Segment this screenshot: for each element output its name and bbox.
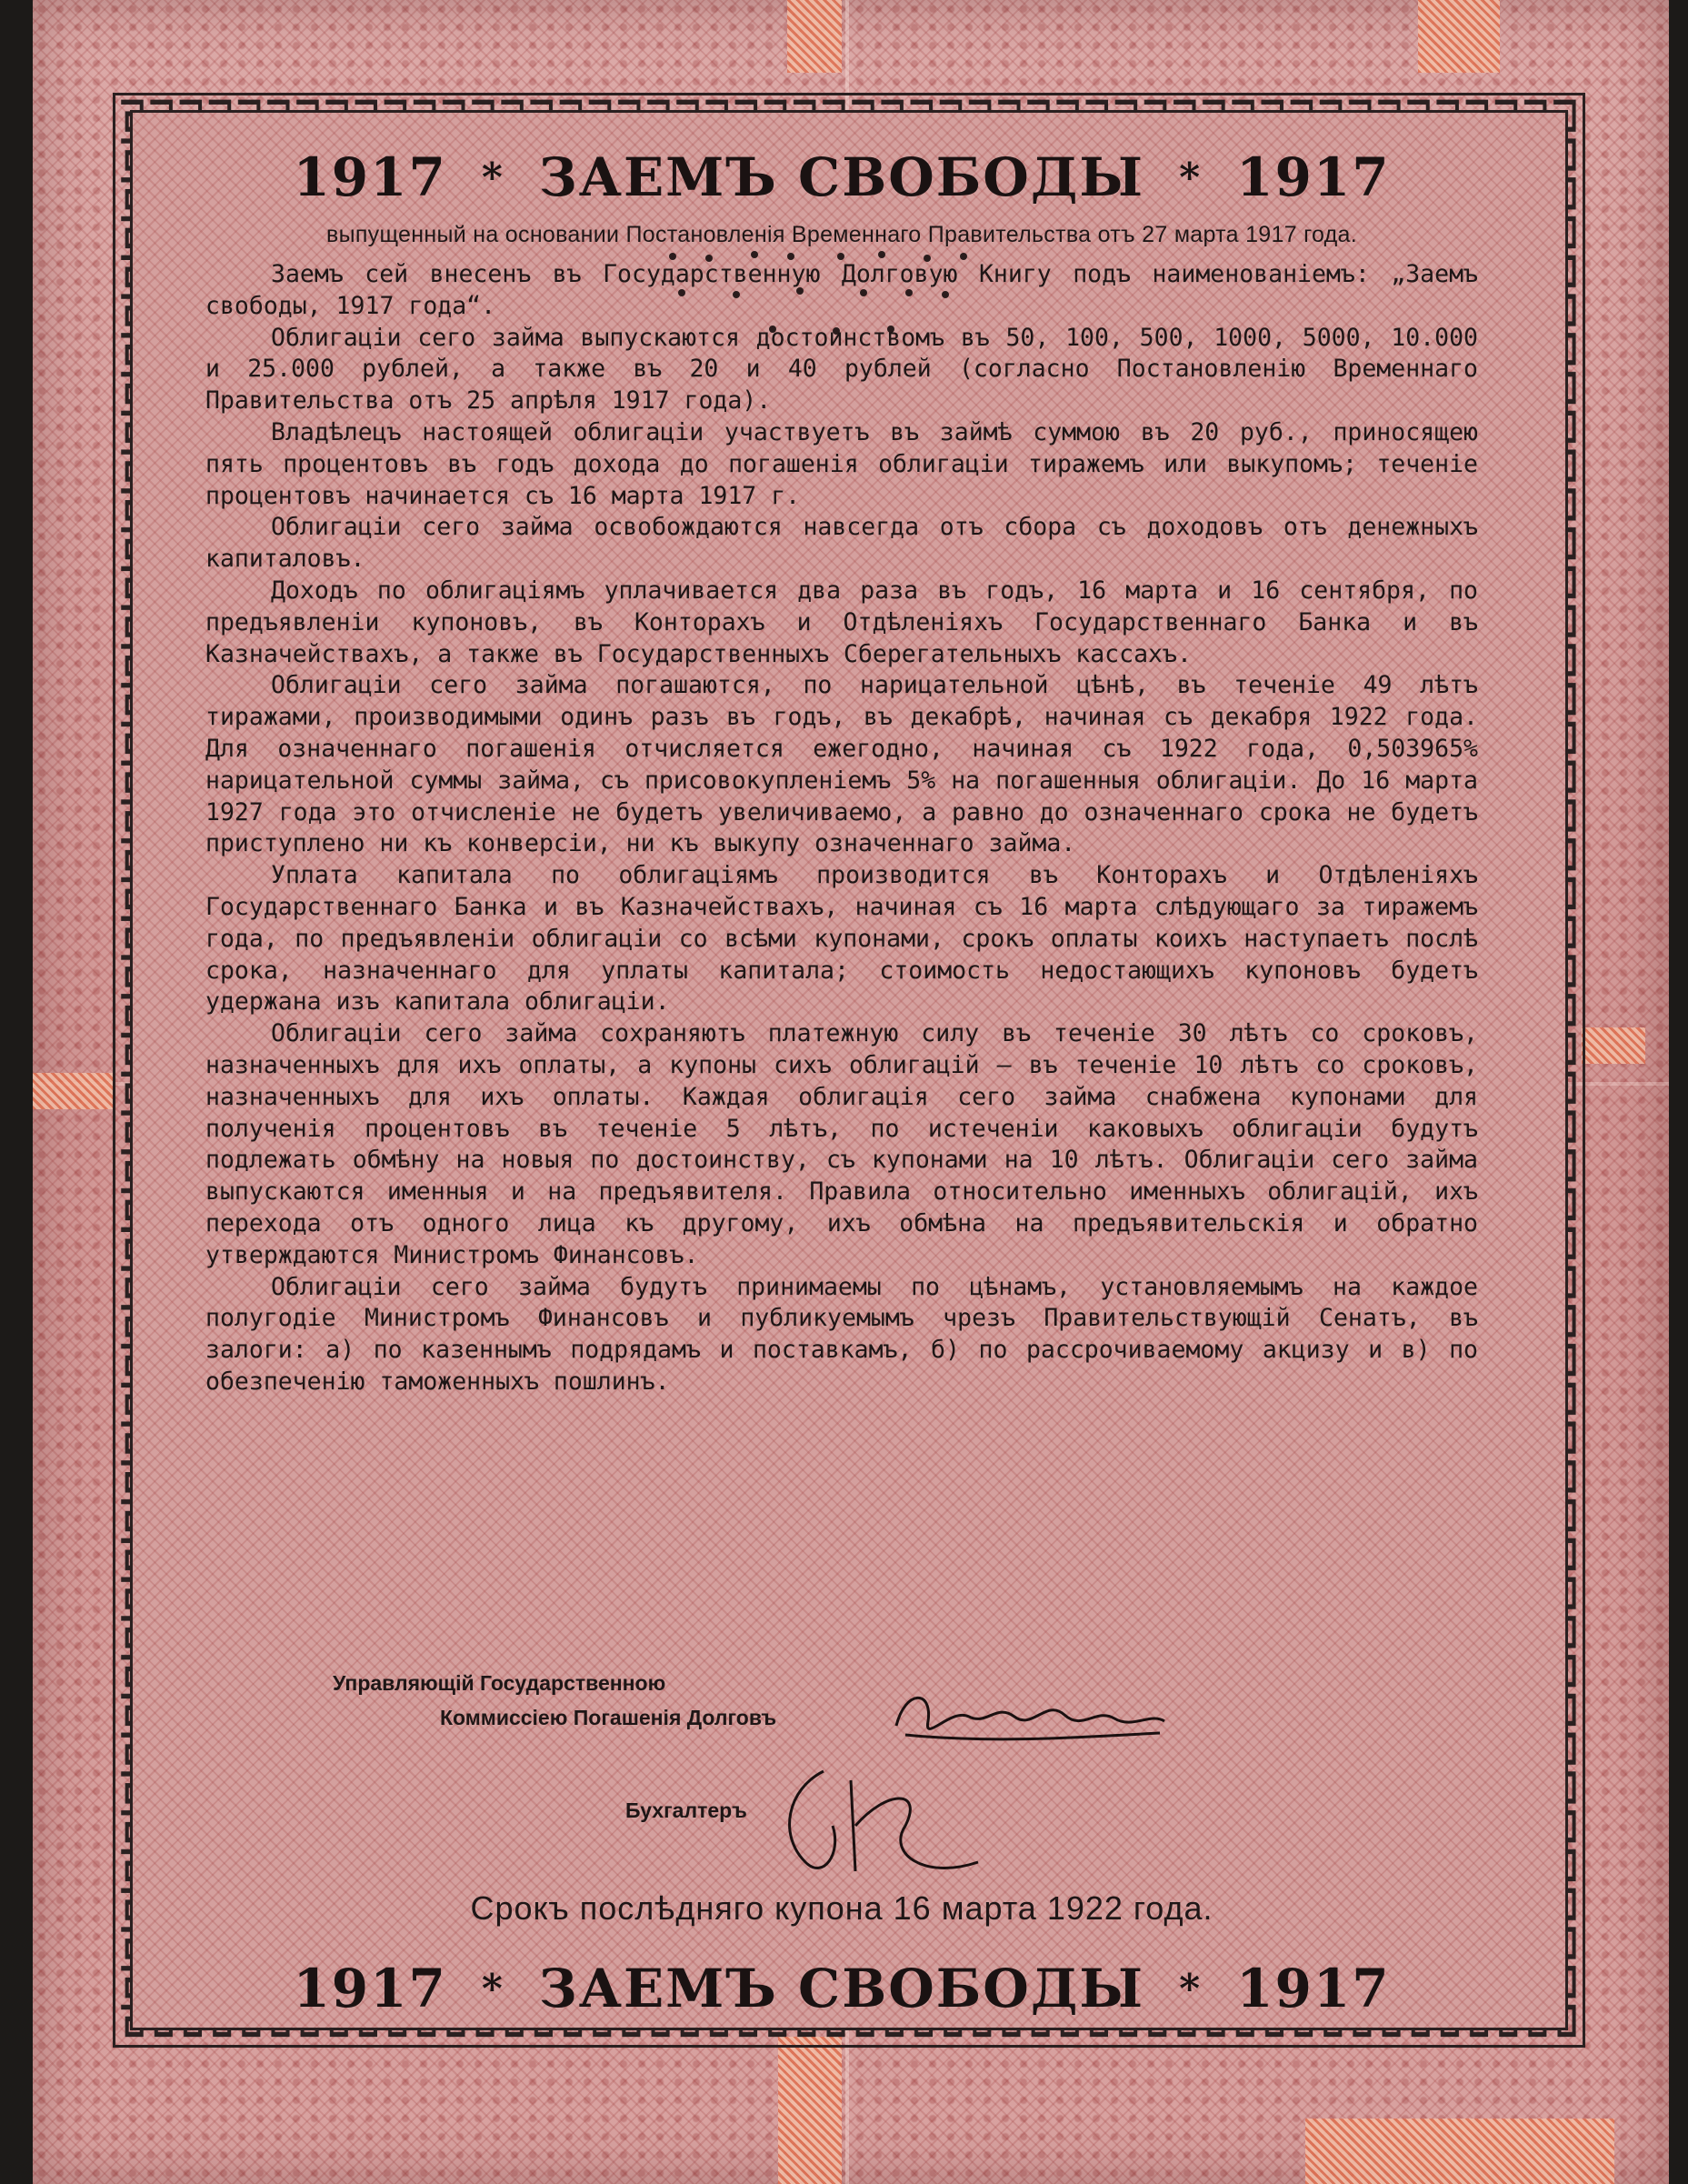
manager-signature (887, 1680, 1169, 1753)
title-year-left: 1917 (293, 146, 447, 208)
paragraph: Заемъ сей внесенъ въ Государственную Долговую Книгу подъ наименованіемъ: „Заемъ свободы, 1917 года“. (205, 260, 1478, 320)
star-icon: * (1179, 1965, 1203, 2012)
manager-title-line2: Коммиссіею Погашенія Долговъ (440, 1706, 777, 1729)
paragraph: Облигаціи сего займа погашаются, по нарицательной цѣнѣ, въ теченіе 49 лѣтъ тиражами, производимыми одинъ разъ въ годъ, въ декабрѣ, начиная съ декабря 1922 года. Для означеннаго погашенія отчисляется ежегодно, начиная съ 1922 года, 0,503965% нарицательной суммы займа, съ присовокупленіемъ 5% на погашенныя облигаціи. До 16 марта 1927 года это отчисленіе не будетъ увеличиваемо, а равно до означеннаго срока не будетъ приступлено ни къ конверсіи, ни къ выкупу означеннаго займа. (205, 671, 1478, 858)
top-stamp-center (787, 0, 842, 73)
paragraph: Владѣлецъ настоящей облигаціи участвуетъ въ займѣ суммою въ 20 руб., приносящею пять процентовъ въ годъ дохода до погашенія облигаціи тиражемъ или выкупомъ; теченіе процентовъ начинается съ 16 марта 1917 г. (205, 417, 1478, 510)
corner-stamp-top (1418, 0, 1500, 73)
star-icon: * (1179, 154, 1203, 201)
title-name: ЗАЕМЪ СВОБОДЫ (538, 1958, 1145, 2019)
paragraph: Облигаціи сего займа освобождаются навсегда отъ сбора съ доходовъ отъ денежныхъ капиталовъ. (205, 513, 1478, 574)
accountant-title: Бухгалтеръ (625, 1798, 747, 1822)
accountant-signature (769, 1753, 987, 1889)
title-year-right: 1917 (1236, 1958, 1391, 2019)
star-icon: * (481, 1965, 504, 2012)
bond-text (205, 136, 1478, 2019)
star-icon: * (481, 154, 504, 201)
bond-title-bottom (205, 1948, 1478, 2029)
side-stamp-right (1582, 1027, 1645, 1064)
paragraph: Доходъ по облигаціямъ уплачивается два раза въ годъ, 16 марта и 16 сентября, по предъявленіи купоновъ, въ Конторахъ и Отдѣленіяхъ Государственнаго Банка и въ Казначействахъ, а также въ Государственныхъ Сберегательныхъ кассахъ. (205, 576, 1478, 668)
issue-basis: выпущенный на основании Постановленія Временнаго Правительства отъ 27 марта 1917 года. (325, 222, 1358, 247)
paragraph: Облигаціи сего займа выпускаются достоинствомъ въ 50, 100, 500, 1000, 5000, 10.000 и 25.000 рублей, а также въ 20 и 40 рублей (согласно Постановленію Временнаго Правительства отъ 25 апрѣля 1917 года). (205, 323, 1478, 416)
side-stamp-left (33, 1073, 115, 1109)
title-name: ЗАЕМЪ СВОБОДЫ (538, 146, 1145, 208)
manager-title-line1: Управляющій Государственною (333, 1671, 666, 1695)
paragraph: Уплата капитала по облигаціямъ производится въ Конторахъ и Отдѣленіяхъ Государственнаго Банка и въ Казначействахъ, начиная съ 16 марта слѣдующаго за тиражемъ года, по предъявленіи облигаціи со всѣми купонами, срокъ оплаты коихъ наступаетъ послѣ срока, назначеннаго для уплаты капитала; стоимость недостающихъ купоновъ будетъ удержана изъ капитала облигаціи. (205, 861, 1478, 1017)
paragraph: Облигаціи сего займа сохраняютъ платежную силу въ теченіе 30 лѣтъ со сроковъ, назначенныхъ для ихъ оплаты, а купоны сихъ облигацій — въ теченіе 10 лѣтъ со сроковъ, назначенныхъ для ихъ оплаты. Каждая облигація сего займа снабжена купонами для полученія процентовъ въ теченіе 5 лѣтъ, по истеченіи каковыхъ облигаціи будутъ подлежать обмѣну на новыя по достоинству, съ купонами на 10 лѣтъ. Облигаціи сего займа выпускаются именныя и на предъявителя. Правила относительно именныхъ облигацій, ихъ перехода отъ одного лица къ другому, ихъ обмѣна на предъявительскія и обратно утверждаются Министромъ Финансовъ. (205, 1019, 1478, 1269)
paragraph: Облигаціи сего займа будутъ принимаемы по цѣнамъ, установляемымъ на каждое полугодіе Министромъ Финансовъ и публикуемымъ чрезъ Правительствующій Сенатъ, въ залоги: а) по казеннымъ подрядамъ и поставкамъ, б) по рассрочиваемому акцизу и в) по обезпеченію таможенныхъ пошлинъ. (205, 1272, 1478, 1396)
bond-title (205, 136, 1478, 218)
bottom-stamp-right (1305, 2119, 1614, 2184)
bottom-stamp-center (778, 2037, 842, 2184)
title-year-left: 1917 (293, 1958, 447, 2019)
title-year-right: 1917 (1236, 146, 1391, 208)
signature-block (205, 1671, 1478, 1889)
last-coupon-deadline: Срокъ послѣдняго купона 16 марта 1922 года. (470, 1889, 1214, 1927)
